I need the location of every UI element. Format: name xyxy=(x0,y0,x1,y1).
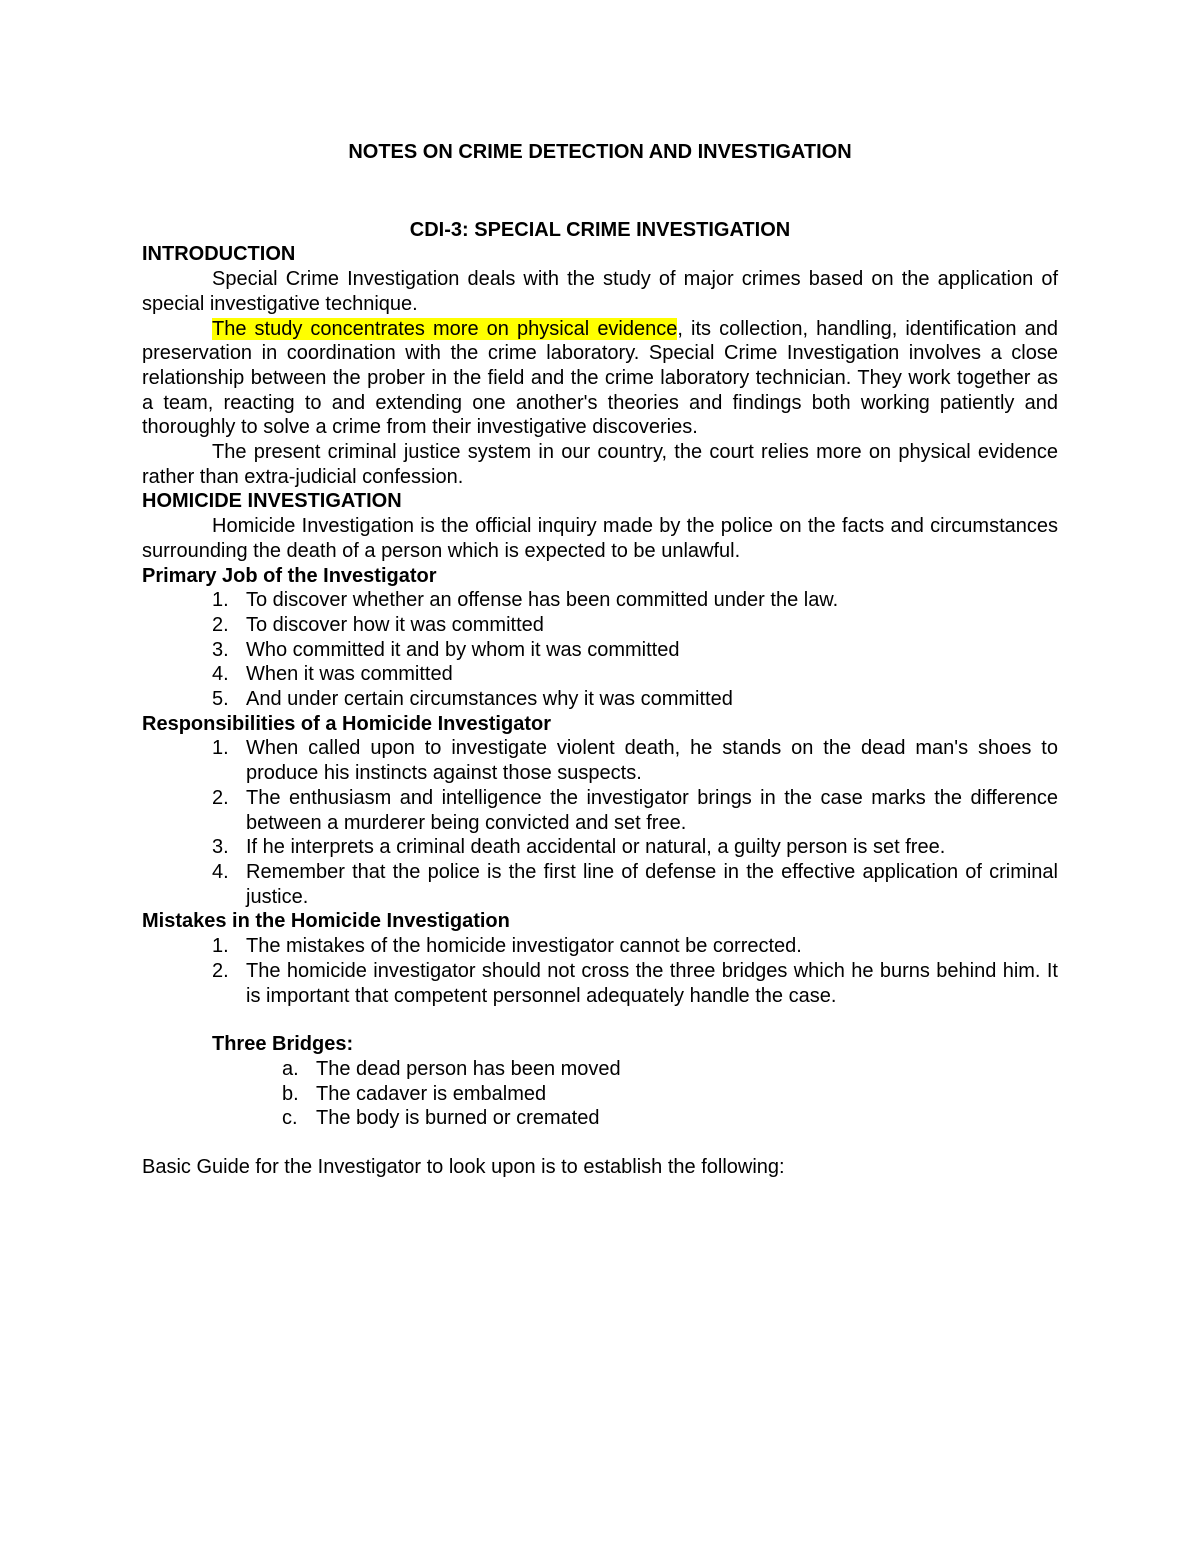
mistakes-list xyxy=(142,934,1058,1008)
introduction-paragraph-2 xyxy=(142,317,1058,441)
mistakes-heading: Mistakes in the Homicide Investigation xyxy=(142,910,510,933)
highlighted-text: The study concentrates more on physical evidence xyxy=(212,317,678,340)
three-bridges-block xyxy=(212,1032,1058,1131)
responsibilities-heading: Responsibilities of a Homicide Investigator xyxy=(142,712,551,735)
introduction-heading: INTRODUCTION xyxy=(142,243,296,266)
document-title: NOTES ON CRIME DETECTION AND INVESTIGATION xyxy=(348,141,852,163)
document-body xyxy=(142,140,1058,1180)
introduction-paragraph-2-rest: , its collection, handling, identification and preservation in coordination with the crime laboratory. Special Crime Investigation involves a close relationship between the prober in the field and the crime laboratory technician. They work together as a team, reacting to and extending one another's theories and findings both working patiently and thoroughly to solve a crime from their investigative discoveries. xyxy=(142,317,1058,439)
homicide-heading: HOMICIDE INVESTIGATION xyxy=(142,490,402,513)
responsibilities-list xyxy=(142,736,1058,909)
list-item: 3. If he interprets a criminal death accidental or natural, a guilty person is set free. xyxy=(212,836,946,859)
list-item: 4. Remember that the police is the first line of defense in the effective application of criminal justice. xyxy=(212,860,1058,908)
list-item: 2. The homicide investigator should not cross the three bridges which he burns behind him. It is important that competent personnel adequately handle the case. xyxy=(212,959,1058,1007)
three-bridges-heading: Three Bridges: xyxy=(212,1033,354,1056)
introduction-paragraph-1: Special Crime Investigation deals with the study of major crimes based on the application of special investigative technique. xyxy=(142,268,1058,315)
document-subtitle: CDI-3: SPECIAL CRIME INVESTIGATION xyxy=(409,218,791,241)
introduction-paragraph-3: The present criminal justice system in our country, the court relies more on physical evidence rather than extra-judicial confession. xyxy=(142,441,1058,488)
list-item: 4. When it was committed xyxy=(212,663,453,686)
list-item: 2. The enthusiasm and intelligence the investigator brings in the case marks the difference between a murderer being convicted and set free. xyxy=(212,786,1058,834)
list-item: 1. When called upon to investigate violent death, he stands on the dead man's shoes to produce his instincts against those suspects. xyxy=(212,737,1058,785)
three-bridges-list xyxy=(212,1057,1058,1131)
primary-job-heading: Primary Job of the Investigator xyxy=(142,564,437,587)
primary-job-list xyxy=(142,588,1058,712)
closing-line: Basic Guide for the Investigator to look upon is to establish the following: xyxy=(142,1156,785,1179)
list-item: a. The dead person has been moved xyxy=(282,1057,621,1080)
list-item: 2. To discover how it was committed xyxy=(212,613,544,636)
list-item: 1. To discover whether an offense has been committed under the law. xyxy=(212,589,839,612)
homicide-paragraph: Homicide Investigation is the official inquiry made by the police on the facts and circumstances surrounding the death of a person which is expected to be unlawful. xyxy=(142,515,1058,562)
list-item: 1. The mistakes of the homicide investigator cannot be corrected. xyxy=(212,935,802,958)
list-item: 5. And under certain circumstances why it was committed xyxy=(212,688,733,711)
list-item: c. The body is burned or cremated xyxy=(282,1107,600,1130)
list-item: 3. Who committed it and by whom it was committed xyxy=(212,638,680,661)
list-item: b. The cadaver is embalmed xyxy=(282,1082,547,1105)
